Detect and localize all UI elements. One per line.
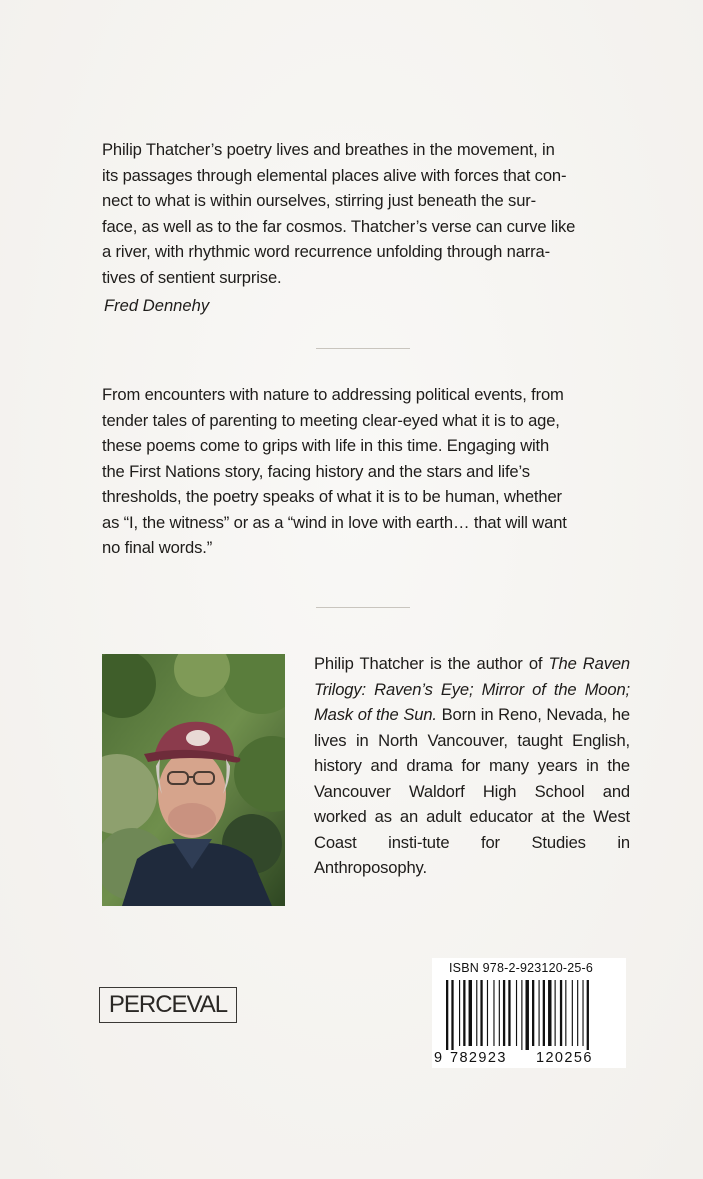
description-line: as “I, the witness” or as a “wind in love with earth… that will want xyxy=(102,512,567,532)
bio-book-title: The Raven Trilogy: Raven’s Eye; Mirror of the Moon; Mask of the Sun. xyxy=(314,654,630,724)
quote-line: tives of sentient surprise. xyxy=(102,267,282,287)
author-photo xyxy=(102,654,285,906)
barcode-bar xyxy=(469,980,472,1046)
barcode-bar xyxy=(459,980,460,1046)
barcode-bar xyxy=(521,980,522,1050)
quote-line: nect to what is within ourselves, stirring just beneath the sur- xyxy=(102,191,537,210)
author-bio xyxy=(314,651,630,881)
quote-line: Philip Thatcher’s poetry lives and breathes in the movement, in xyxy=(102,140,555,159)
description-line: no final words.” xyxy=(102,538,213,557)
barcode-bar xyxy=(582,980,583,1046)
barcode-bar xyxy=(451,980,453,1050)
barcode-digits-right: 120256 xyxy=(536,1050,593,1066)
barcode-digit-first: 9 xyxy=(434,1050,443,1066)
bio-rest: Born in Reno, Nevada, he lives in North Vancouver, taught English, history and drama for many years in the Vancouver Waldorf High School and worked as an adult educator at the West Coast insti-tute for Studies in Anthroposophy. xyxy=(314,705,631,877)
barcode-bar xyxy=(555,980,556,1046)
description-line: these poems come to grips with life in this time. Engaging with xyxy=(102,436,550,455)
barcode-bar xyxy=(508,980,510,1046)
barcode-bar xyxy=(539,980,540,1046)
barcode-bar xyxy=(463,980,465,1046)
barcode-bar xyxy=(487,980,488,1046)
barcode-bar xyxy=(560,980,562,1046)
description-line: thresholds, the poetry speaks of what it is to be human, whether xyxy=(102,487,562,506)
divider xyxy=(316,348,410,349)
barcode-bar xyxy=(532,980,534,1046)
description-line: the First Nations story, facing history and the stars and life’s xyxy=(102,461,530,481)
barcode-bar xyxy=(572,980,573,1046)
barcode-digits-left: 782923 xyxy=(450,1050,507,1066)
quote-line: face, as well as to the far cosmos. Thatcher’s verse can curve like xyxy=(102,216,576,236)
barcode-icon xyxy=(432,978,622,1052)
description-line: From encounters with nature to addressing political events, from xyxy=(102,385,564,404)
barcode-bar xyxy=(476,980,477,1046)
quote-line: its passages through elemental places alive with forces that con- xyxy=(102,165,567,185)
divider xyxy=(316,607,410,608)
barcode-bar xyxy=(493,980,494,1046)
author-portrait-image xyxy=(102,654,285,906)
barcode-bar xyxy=(446,980,448,1050)
isbn-label: ISBN 978-2-923120-25-6 xyxy=(449,961,594,975)
barcode-bar xyxy=(516,980,517,1046)
bio-intro: Philip Thatcher is the author of xyxy=(314,654,549,673)
barcode-bar xyxy=(526,980,529,1050)
barcode-bar xyxy=(587,980,589,1050)
barcode-bar xyxy=(577,980,578,1046)
barcode-bar xyxy=(499,980,500,1046)
barcode-bar xyxy=(548,980,551,1046)
barcode-bar xyxy=(565,980,566,1046)
publisher-logo xyxy=(99,987,237,1023)
barcode-bar xyxy=(480,980,482,1046)
quote-author: Fred Dennehy xyxy=(104,296,210,315)
praise-quote xyxy=(102,137,628,290)
barcode-bar xyxy=(543,980,545,1046)
description-line: tender tales of parenting to meeting clear-eyed what it is to age, xyxy=(102,410,560,430)
publisher-logo-text: PERCEVAL xyxy=(108,991,228,1018)
barcode-bar xyxy=(503,980,505,1046)
book-description xyxy=(102,382,628,561)
quote-line: a river, with rhythmic word recurrence unfolding through narra- xyxy=(102,242,551,261)
